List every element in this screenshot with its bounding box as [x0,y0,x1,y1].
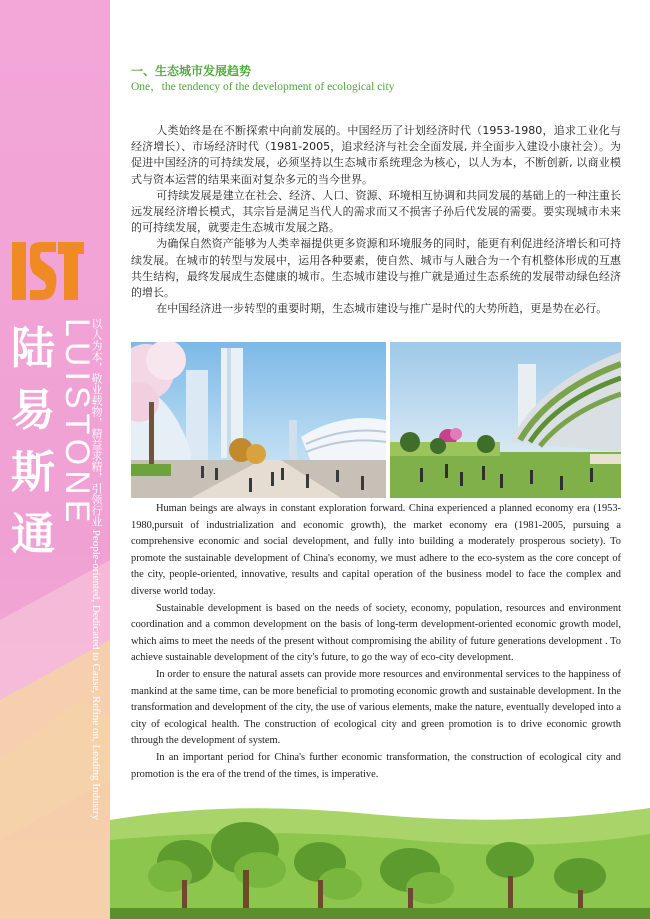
eco-city-park-render [390,342,621,498]
ist-logo [12,242,84,300]
section-title-chinese: 一、生态城市发展趋势 [131,64,252,78]
cn-paragraph: 在中国经济进一步转型的重要时期，生态城市建设与推广是时代的大势所趋，更是势在必行。 [156,302,608,316]
chinese-body-text [131,123,621,317]
eco-city-plaza-render [131,342,386,498]
english-body-text [131,501,621,783]
cn-paragraph: 人类始终是在不断探索中向前发展的。中国经历了计划经济时代（1953-1980，追求工业化与经济增长）、市场经济时代（1981-2005，追求经济与社会全面发展, 并全面步入建设小康社会）。为促进中国经济的可持续发展，必须坚持以生态城市系统理念为核心，以人为本，不断创新, 以商业模式与资本运营的结果来面对复杂多元的当今世界。 [131,124,621,186]
brand-slogan: 以人为本，敬业载物，精益求精，引领行业 People-oriented, Dedicated to Cause, Refine on, Leading Industry [90,318,102,820]
section-title-english: One，the tendency of the development of ecological city [131,81,395,93]
brand-sidebar [0,0,110,919]
brand-english-name: LUISTONE [58,318,96,528]
cn-paragraph: 可持续发展是建立在社会、经济、人口、资源、环境相互协调和共同发展的基础上的一种注重长远发展经济增长模式，其宗旨是满足当代人的需求而又不损害子孙后代发展的需要。要实现城市未来的可持续发展，就要走生态城市发展之路。 [131,188,621,235]
en-paragraph: In order to ensure the natural assets can provide more resources and environmental services to the happiness of mankind at the same time, can be more beneficial to promoting economic growth and sustainable development. In the transformation and development of the city, the use of various elements, make the nature, eventually developed into a city of ecological health. The construction of ecological city and green promotion is to drive economic growth through the development of system. [131,668,621,747]
en-paragraph: Human beings are always in constant exploration forward. China experienced a planned economy era (1953-1980,pursuit of industrialization and economic growth), the market economy era (1981-2005, pursuing a comprehensive economic and social development, and fully into building a moderately prosperous society). To promote the sustainable development of China's economy, we must adhere to the eco-system as the core concept of the city, people-oriented, innovative, results and capital operation of the business model to face the complex and diverse world today. [131,503,621,597]
brand-chinese-name: 陆 易 斯 通 [11,323,55,560]
en-paragraph: In an important period for China's further economic transformation, the construction of ecological city and promotion is the era of the trend of the times, is imperative. [131,751,621,780]
en-paragraph: Sustainable development is based on the needs of society, economy, population, resources and environment coordination and a common development on the basis of long-term development-oriented economic growth model, which aims to meet the needs of the present without compromising the ability of future generations development . To achieve sustainable development of the city's future, to go the way of eco-city development. [131,602,621,664]
cn-paragraph: 为确保自然资产能够为人类幸福提供更多资源和环境服务的同时，能更有利促进经济增长和可持续发展。在城市的转型与发展中，运用各种要素，使自然、城市与人融合为一个有机整体形成的互惠共生结构，最终发展成生态健康的城市。生态城市建设与推广就是通过生态系统的发展带动绿色经济的增长。 [131,237,621,300]
footer-tree-illustration [110,800,650,919]
